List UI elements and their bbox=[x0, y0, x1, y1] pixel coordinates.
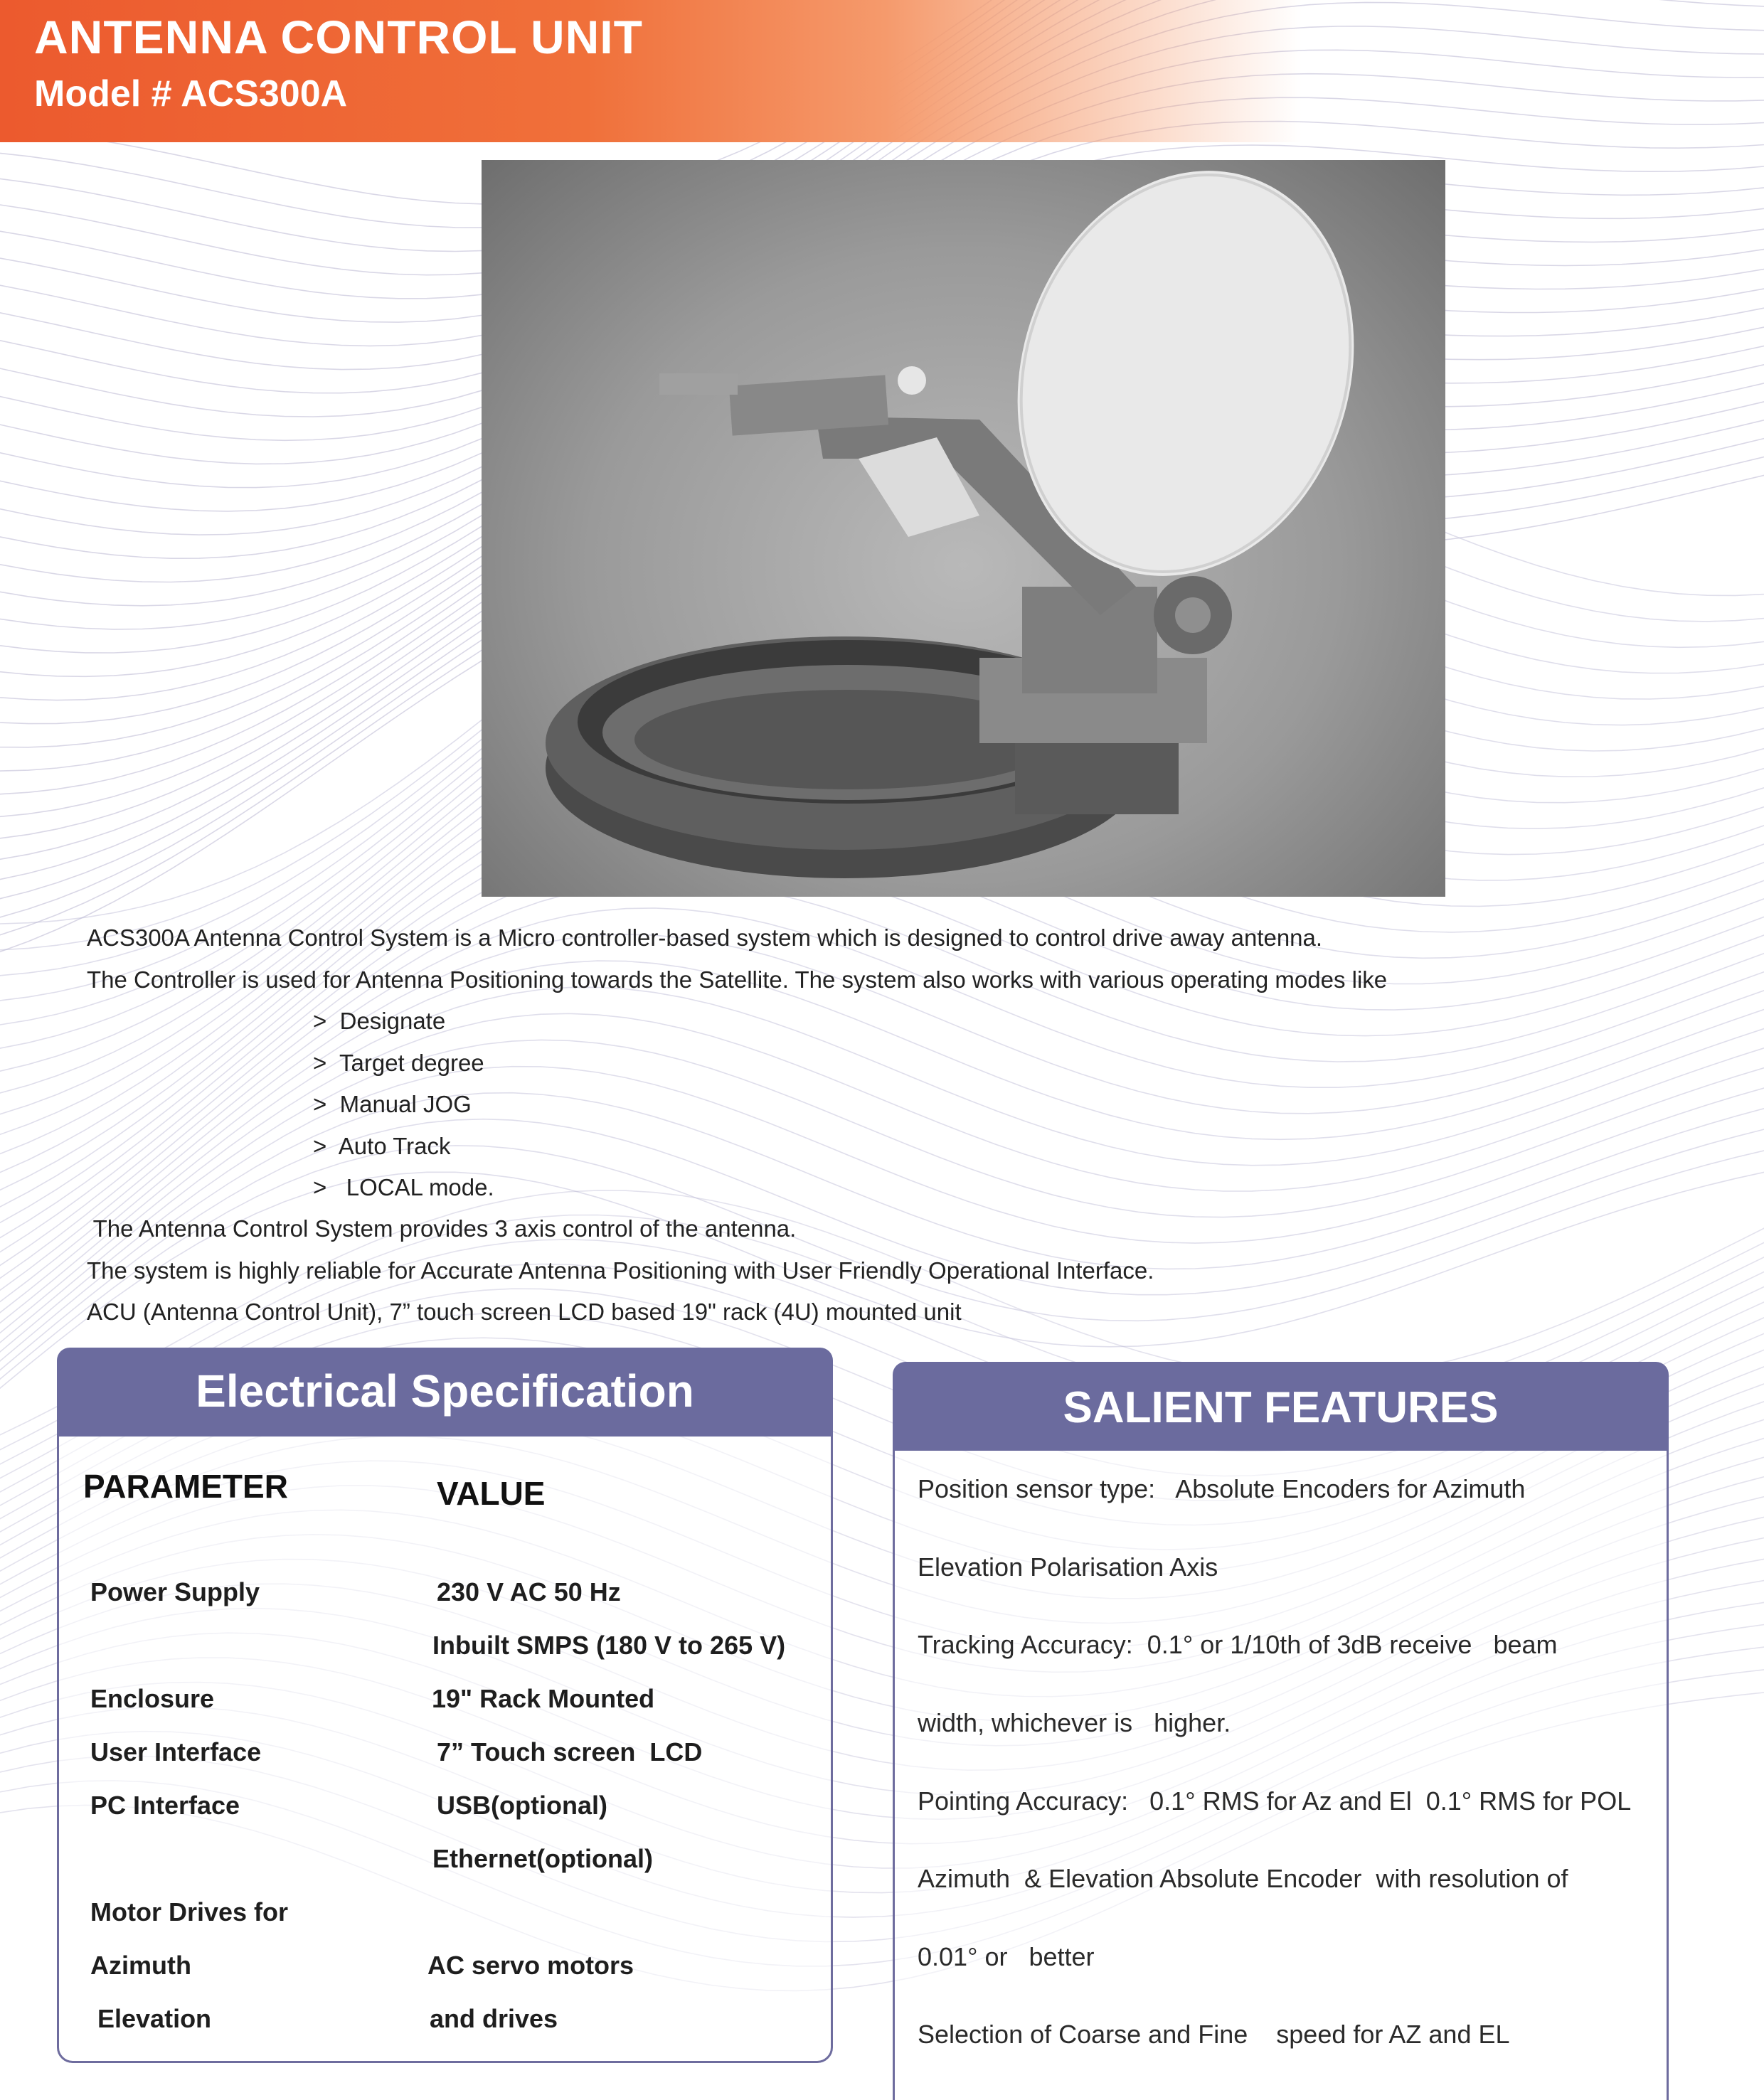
param-elevation: Elevation bbox=[90, 2004, 212, 2033]
param-pc-interface: PC Interface bbox=[90, 1791, 240, 1820]
page-title: ANTENNA CONTROL UNIT bbox=[34, 11, 643, 63]
mode-item-target-degree: > Target degree bbox=[313, 1049, 484, 1076]
parameter-column-header: PARAMETER bbox=[83, 1468, 288, 1505]
param-user-interface: User Interface bbox=[90, 1737, 262, 1766]
param-motor-drives: Motor Drives for bbox=[90, 1897, 289, 1926]
value-ethernet: Ethernet(optional) bbox=[432, 1844, 653, 1873]
electrical-specification-title: Electrical Specification bbox=[57, 1348, 833, 1437]
description-line: ACU (Antenna Control Unit), 7” touch screen LCD based 19" rack (4U) mounted unit bbox=[87, 1299, 962, 1325]
salient-features-panel bbox=[893, 1362, 1669, 2100]
value-user-interface: 7” Touch screen LCD bbox=[437, 1737, 703, 1766]
description-line: The Controller is used for Antenna Positioning towards the Satellite. The system also works with various operating modes like bbox=[87, 966, 1388, 993]
param-power-supply: Power Supply bbox=[90, 1577, 260, 1606]
mode-item-local-mode: > LOCAL mode. bbox=[313, 1174, 494, 1200]
feature-line: Tracking Accuracy: 0.1° or 1/10th of 3dB receive beam bbox=[918, 1630, 1558, 1659]
param-azimuth: Azimuth bbox=[90, 1951, 191, 1980]
feature-line: Selection of Coarse and Fine speed for AZ and EL bbox=[918, 2020, 1510, 2049]
value-smps: Inbuilt SMPS (180 V to 265 V) bbox=[432, 1631, 786, 1660]
value-and-drives: and drives bbox=[430, 2004, 558, 2033]
param-enclosure: Enclosure bbox=[90, 1684, 215, 1713]
model-number: Model # ACS300A bbox=[34, 73, 348, 114]
feature-line: 0.01° or better bbox=[918, 1942, 1095, 1971]
product-description-closing bbox=[87, 1208, 1154, 1333]
description-line: The system is highly reliable for Accurate Antenna Positioning with User Friendly Operational Interface. bbox=[87, 1257, 1154, 1284]
value-power-supply: 230 V AC 50 Hz bbox=[437, 1577, 621, 1606]
operating-modes-list bbox=[313, 1001, 494, 1209]
salient-features-title: SALIENT FEATURES bbox=[893, 1362, 1669, 1451]
page-header-banner bbox=[0, 0, 1302, 142]
electrical-specification-panel bbox=[57, 1348, 833, 2063]
description-line: The Antenna Control System provides 3 axis control of the antenna. bbox=[87, 1215, 797, 1242]
mode-item-auto-track: > Auto Track bbox=[313, 1132, 451, 1159]
value-column-header: VALUE bbox=[437, 1475, 546, 1512]
description-line: ACS300A Antenna Control System is a Micro controller-based system which is designed to control drive away antenna. bbox=[87, 924, 1323, 951]
antenna-product-photo bbox=[482, 160, 1445, 897]
mode-item-manual-jog: > Manual JOG bbox=[313, 1091, 472, 1117]
value-enclosure: 19" Rack Mounted bbox=[432, 1684, 655, 1713]
feature-line: Pointing Accuracy: 0.1° RMS for Az and El 0.1° RMS for POL bbox=[918, 1786, 1632, 1816]
value-ac-servo-motors: AC servo motors bbox=[427, 1951, 634, 1980]
feature-line: Elevation Polarisation Axis bbox=[918, 1552, 1218, 1582]
value-usb: USB(optional) bbox=[437, 1791, 607, 1820]
feature-line: Position sensor type: Absolute Encoders for Azimuth bbox=[918, 1474, 1526, 1503]
feature-line: width, whichever is higher. bbox=[918, 1708, 1231, 1737]
feature-line: Azimuth & Elevation Absolute Encoder with resolution of bbox=[918, 1864, 1568, 1893]
mode-item-designate: > Designate bbox=[313, 1008, 446, 1034]
product-description bbox=[87, 917, 1387, 1001]
